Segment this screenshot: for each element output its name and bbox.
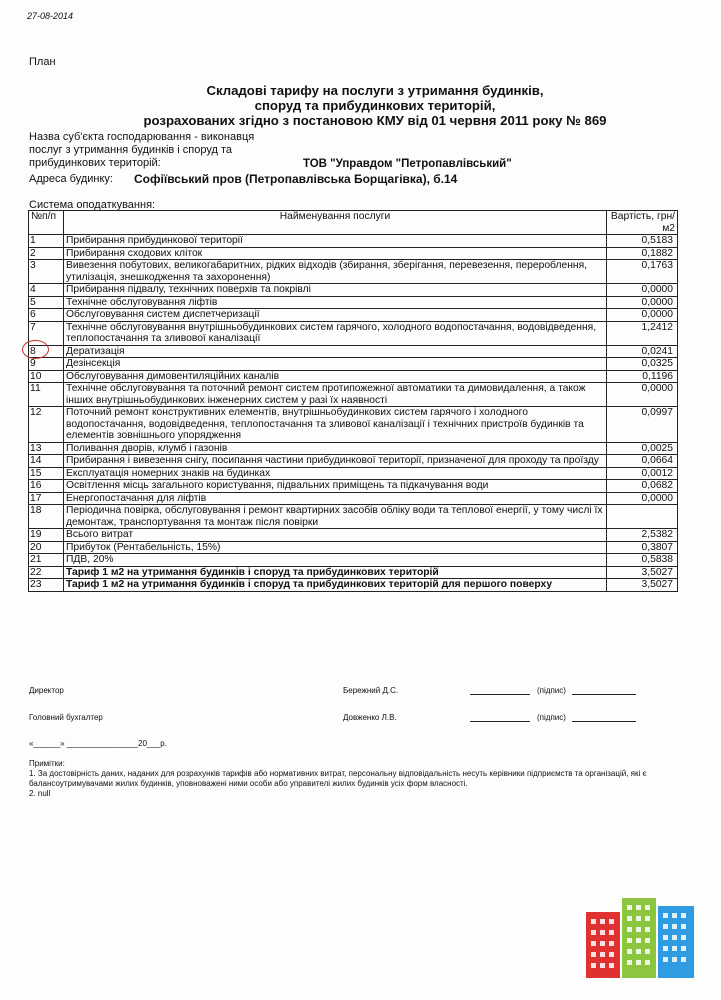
row-service-name: Прибирання підвалу, технічних поверхів та покрівлі <box>64 284 607 297</box>
row-service-name: Поливання дворів, клумб і газонів <box>64 442 607 455</box>
row-number: 8 <box>29 345 64 358</box>
row-number: 14 <box>29 455 64 468</box>
row-cost: 0,0664 <box>607 455 678 468</box>
title-line: споруд та прибудинкових територій, <box>254 98 496 113</box>
row-service-name: Прибирання прибудинкової території <box>64 235 607 248</box>
table-row <box>29 296 678 309</box>
table-row <box>29 442 678 455</box>
note-item: 1. За достовірність даних, наданих для розрахунків тарифів або нормативних витрат, персональну відповідальність несуть керівники підприємств та організацій, які є балансоутримувачами жилих будинків, уповноважені ними особи або управителі жилих будинків усіх форм власності. <box>29 769 647 788</box>
table-row <box>29 541 678 554</box>
director-sign-line-2 <box>572 694 636 695</box>
table-row <box>29 247 678 260</box>
row-cost: 0,0000 <box>607 492 678 505</box>
row-number: 11 <box>29 383 64 407</box>
director-sign-line <box>470 694 530 695</box>
row-cost: 0,0241 <box>607 345 678 358</box>
table-row <box>29 492 678 505</box>
row-cost: 0,5183 <box>607 235 678 248</box>
row-number: 20 <box>29 541 64 554</box>
table-header-row <box>29 211 678 235</box>
row-cost: 0,0325 <box>607 358 678 371</box>
row-number: 2 <box>29 247 64 260</box>
document-title <box>60 83 690 128</box>
title-line: Складові тарифу на послуги з утримання будинків, <box>206 83 544 98</box>
row-cost: 3,5027 <box>607 566 678 579</box>
notes-heading: Примітки: <box>29 759 65 768</box>
row-service-name: Дератизація <box>64 345 607 358</box>
table-row <box>29 358 678 371</box>
director-sign-label: (підпис) <box>537 686 566 695</box>
row-service-name: Всього витрат <box>64 529 607 542</box>
director-name: Бережний Д.С. <box>343 686 399 695</box>
row-cost <box>607 505 678 529</box>
org-label-line: послуг з утримання будинків і споруд та <box>29 144 233 156</box>
table-row <box>29 345 678 358</box>
accountant-sign-line <box>470 721 530 722</box>
row-service-name: Обслуговування систем диспетчеризації <box>64 309 607 322</box>
row-service-name: Прибуток (Рентабельність, 15%) <box>64 541 607 554</box>
table-row <box>29 284 678 297</box>
organization-name: ТОВ "Управдом "Петропавлівський" <box>303 158 512 170</box>
table-row <box>29 321 678 345</box>
row-cost: 1,2412 <box>607 321 678 345</box>
row-service-name: Технічне обслуговування внутрішньобудинкових систем гарячого, холодного водопостачання, водовідведення, теплопостачання та зливової каналізації <box>64 321 607 345</box>
table-row <box>29 467 678 480</box>
row-cost: 0,3807 <box>607 541 678 554</box>
row-number: 6 <box>29 309 64 322</box>
row-service-name: Експлуатація номерних знаків на будинках <box>64 467 607 480</box>
table-body <box>29 235 678 592</box>
row-number: 5 <box>29 296 64 309</box>
date-line: «______» ________________20___р. <box>29 739 167 748</box>
accountant-label: Головний бухгалтер <box>29 713 103 722</box>
red-circle-mark <box>22 340 49 359</box>
row-cost: 0,0682 <box>607 480 678 493</box>
print-date: 27-08-2014 <box>27 11 74 21</box>
buildings-logo-icon <box>582 892 700 984</box>
row-service-name: Тариф 1 м2 на утримання будинків і споруд та прибудинкових територій для першого поверху <box>64 579 607 592</box>
row-number: 19 <box>29 529 64 542</box>
organization-label <box>29 131 269 170</box>
row-service-name: ПДВ, 20% <box>64 554 607 567</box>
row-cost: 0,1196 <box>607 370 678 383</box>
table-row <box>29 383 678 407</box>
row-cost: 0,0012 <box>607 467 678 480</box>
row-service-name: Тариф 1 м2 на утримання будинків і споруд та прибудинкових територій <box>64 566 607 579</box>
row-service-name: Періодична повірка, обслуговування і ремонт квартирних засобів обліку води та теплової енергії, у тому числі їх демонтаж, транспортування та монтаж після повірки <box>64 505 607 529</box>
tax-system-label: Система оподаткування: <box>29 199 156 211</box>
table-row <box>29 480 678 493</box>
row-service-name: Прибирання сходових кліток <box>64 247 607 260</box>
table-row <box>29 407 678 443</box>
tariff-table <box>28 210 678 592</box>
row-cost: 0,5838 <box>607 554 678 567</box>
row-cost: 0,0025 <box>607 442 678 455</box>
row-number: 1 <box>29 235 64 248</box>
row-cost: 2,5382 <box>607 529 678 542</box>
notes <box>29 759 669 799</box>
address-value: Софіївський пров (Петропавлівська Борщагівка), б.14 <box>134 172 458 186</box>
row-service-name: Енергопостачання для ліфтів <box>64 492 607 505</box>
row-number: 9 <box>29 358 64 371</box>
address-label: Адреса будинку: <box>29 173 113 185</box>
row-service-name: Вивезення побутових, великогабаритних, рідких відходів (збирання, зберігання, перевезення, перероблення, утилізація, знешкодження та захоронення) <box>64 260 607 284</box>
row-service-name: Технічне обслуговування ліфтів <box>64 296 607 309</box>
row-number: 15 <box>29 467 64 480</box>
table-row <box>29 455 678 468</box>
title-line: розрахованих згідно з постановою КМУ від 01 червня 2011 року № 869 <box>143 113 607 128</box>
row-number: 3 <box>29 260 64 284</box>
row-service-name: Технічне обслуговування та поточний ремонт систем протипожежної автоматики та димовидалення, а також інших внутрішньобудинкових інженерних систем у разі їх наявності <box>64 383 607 407</box>
row-number: 21 <box>29 554 64 567</box>
row-cost: 0,0000 <box>607 284 678 297</box>
row-cost: 0,0000 <box>607 309 678 322</box>
table-row <box>29 579 678 592</box>
header-cost: Вартість, грн/м2 <box>607 211 678 235</box>
table-row <box>29 505 678 529</box>
row-service-name: Освітлення місць загального користування, підвальних приміщень та підкачування води <box>64 480 607 493</box>
row-service-name: Обслуговування димовентиляційних каналів <box>64 370 607 383</box>
row-number: 17 <box>29 492 64 505</box>
table-row <box>29 566 678 579</box>
row-service-name: Дезінсекція <box>64 358 607 371</box>
header-service: Найменування послуги <box>64 211 607 235</box>
accountant-sign-label: (підпис) <box>537 713 566 722</box>
header-number: №п/п <box>29 211 64 235</box>
row-cost: 0,0000 <box>607 296 678 309</box>
table-row <box>29 370 678 383</box>
note-item: 2. null <box>29 789 51 798</box>
table-row <box>29 529 678 542</box>
row-number: 4 <box>29 284 64 297</box>
row-number: 22 <box>29 566 64 579</box>
table-row <box>29 309 678 322</box>
row-service-name: Поточний ремонт конструктивних елементів, внутрішньобудинкових систем гарячого і холодного водопостачання, водовідведення, теплопостачання та зливової каналізації і технічних пристроїв будинків та елементів зовнішнього упорядження <box>64 407 607 443</box>
row-number: 23 <box>29 579 64 592</box>
row-cost: 3,5027 <box>607 579 678 592</box>
row-number: 7 <box>29 321 64 345</box>
row-number: 16 <box>29 480 64 493</box>
org-label-line: прибудинкових територій: <box>29 157 161 169</box>
table-row <box>29 260 678 284</box>
row-number: 12 <box>29 407 64 443</box>
table-row <box>29 554 678 567</box>
org-label-line: Назва суб'єкта господарювання - виконавця <box>29 131 255 143</box>
accountant-name: Довженко Л.В. <box>343 713 397 722</box>
row-number: 10 <box>29 370 64 383</box>
row-cost: 0,1763 <box>607 260 678 284</box>
plan-label: План <box>29 56 56 68</box>
row-cost: 0,1882 <box>607 247 678 260</box>
accountant-sign-line-2 <box>572 721 636 722</box>
director-label: Директор <box>29 686 64 695</box>
row-number: 18 <box>29 505 64 529</box>
row-number: 13 <box>29 442 64 455</box>
row-cost: 0,0997 <box>607 407 678 443</box>
table-row <box>29 235 678 248</box>
row-service-name: Прибирання і вивезення снігу, посипання частини прибудинкової території, призначеної для проходу та проїзду <box>64 455 607 468</box>
row-cost: 0,0000 <box>607 383 678 407</box>
